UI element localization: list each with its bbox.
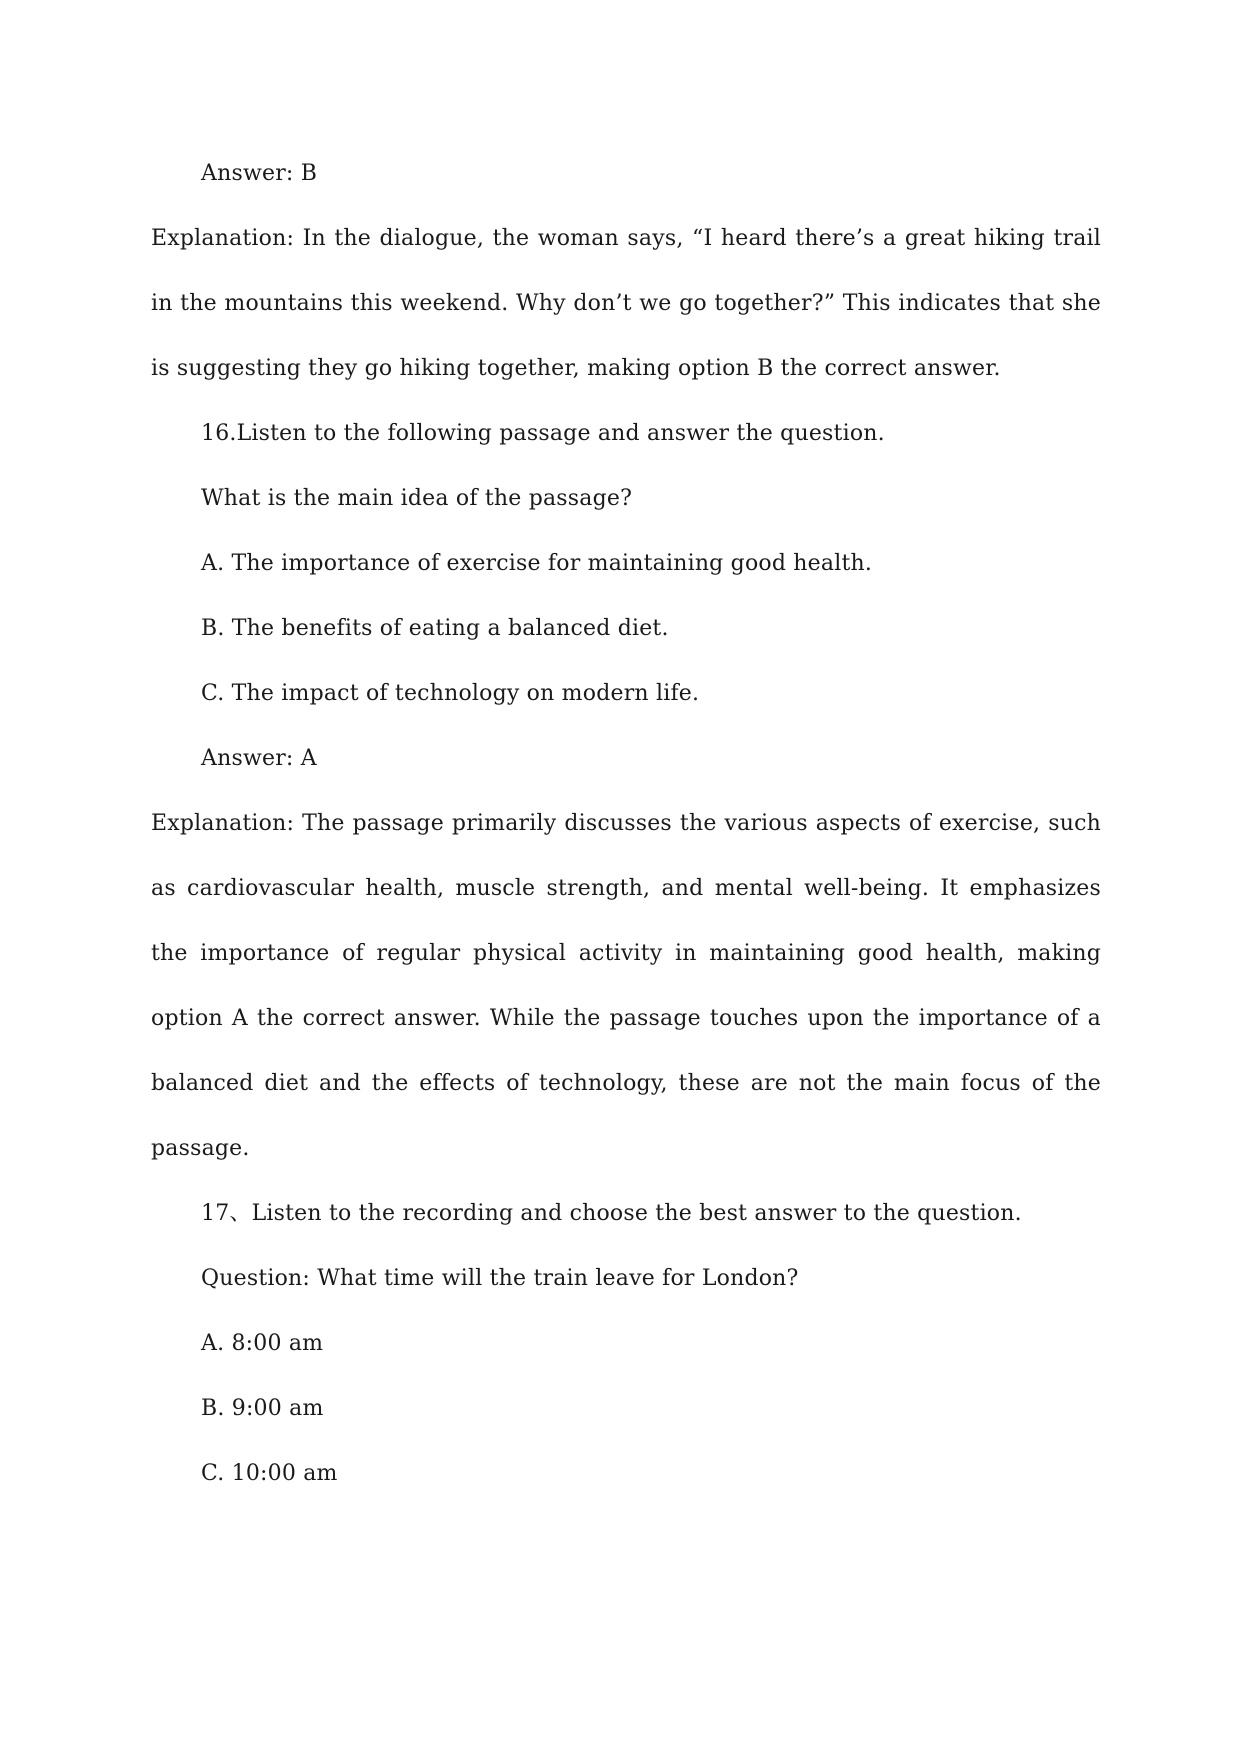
q16-option-c: C. The impact of technology on modern life. (201, 681, 700, 706)
q15-answer: Answer: B (201, 161, 318, 186)
question-16-block (151, 401, 1101, 1181)
q17-question: Question: What time will the train leave for London? (201, 1266, 799, 1291)
q16-option-b: B. The benefits of eating a balanced diet. (201, 616, 669, 641)
q16-explanation: Explanation: The passage primarily discusses the various aspects of exercise, such as cardiovascular health, muscle strength, and mental well-being. It emphasizes the importance of regular physical activity in maintaining good health, making option A the correct answer. While the passage touches upon the importance of a balanced diet and the effects of technology, these are not the main focus of the passage. (151, 811, 1101, 1161)
q16-question: What is the main idea of the passage? (201, 486, 633, 511)
q16-answer: Answer: A (201, 746, 317, 771)
question-15-block (151, 141, 1101, 401)
question-17-block (151, 1181, 1101, 1506)
q16-prompt: 16.Listen to the following passage and answer the question. (201, 421, 885, 446)
q17-option-b: B. 9:00 am (201, 1396, 324, 1421)
q17-option-c: C. 10:00 am (201, 1461, 338, 1486)
q16-option-a: A. The importance of exercise for maintaining good health. (201, 551, 873, 576)
q17-prompt: 17、Listen to the recording and choose the best answer to the question. (201, 1201, 1022, 1226)
page-content (151, 141, 1101, 1506)
q15-explanation: Explanation: In the dialogue, the woman says, “I heard there’s a great hiking trail in the mountains this weekend. Why don’t we go together?” This indicates that she is suggesting they go hiking together, making option B the correct answer. (151, 226, 1101, 381)
q17-option-a: A. 8:00 am (201, 1331, 324, 1356)
